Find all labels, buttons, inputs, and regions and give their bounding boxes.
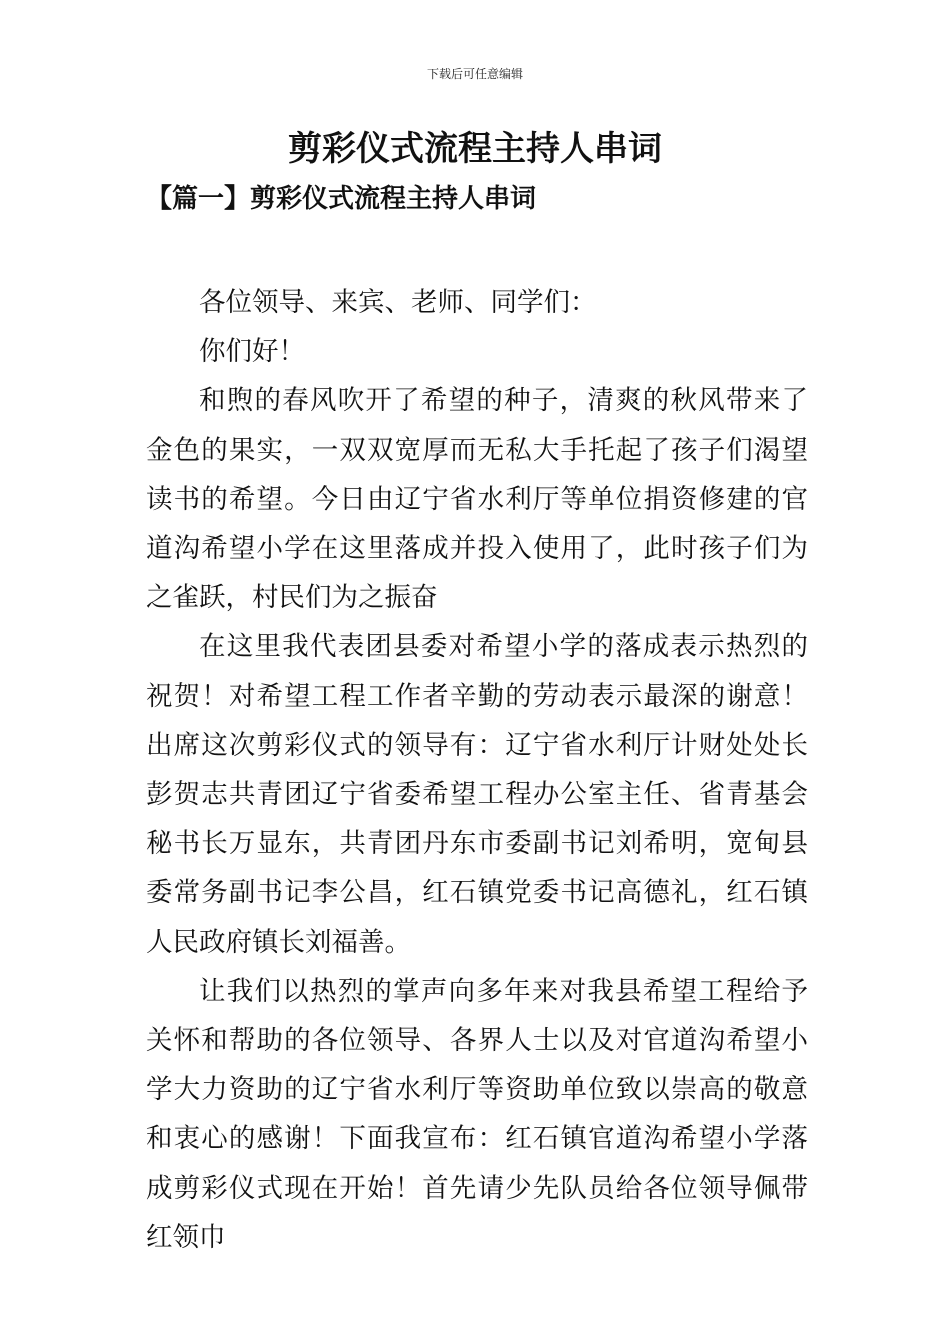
document-title: 剪彩仪式流程主持人串词 — [288, 129, 662, 169]
body-paragraph: 在这里我代表团县委对希望小学的落成表示热烈的祝贺！对希望工程工作者辛勤的劳动表示最深的谢意！出席这次剪彩仪式的领导有：辽宁省水利厅计财处处长彭贺志共青团辽宁省委希望工程办公室主任、省青基会秘书长万显东，共青团丹东市委副书记刘希明，宽甸县委常务副书记李公昌，红石镇党委书记高德礼，红石镇人民政府镇长刘福善。 — [146, 631, 808, 958]
body-paragraph: 和煦的春风吹开了希望的种子，清爽的秋风带来了金色的果实，一双双宽厚而无私大手托起了孩子们渴望读书的希望。今日由辽宁省水利厅等单位捐资修建的官道沟希望小学在这里落成并投入使用了，此时孩子们为之雀跃，村民们为之振奋 — [146, 385, 808, 614]
salutation-paragraph: 各位领导、来宾、老师、同学们： — [199, 287, 597, 318]
body-paragraph: 让我们以热烈的掌声向多年来对我县希望工程给予关怀和帮助的各位领导、各界人士以及对官道沟希望小学大力资助的辽宁省水利厅等资助单位致以崇高的敬意和衷心的感谢！下面我宣布：红石镇官道沟希望小学落成剪彩仪式现在开始！首先请少先队员给各位领导佩带红领巾 — [146, 975, 808, 1253]
document-body — [146, 278, 808, 1262]
greeting-paragraph: 你们好！ — [199, 336, 305, 368]
section-heading: 【篇一】剪彩仪式流程主持人串词 — [146, 184, 537, 214]
header-note: 下载后可任意编辑 — [426, 67, 523, 81]
